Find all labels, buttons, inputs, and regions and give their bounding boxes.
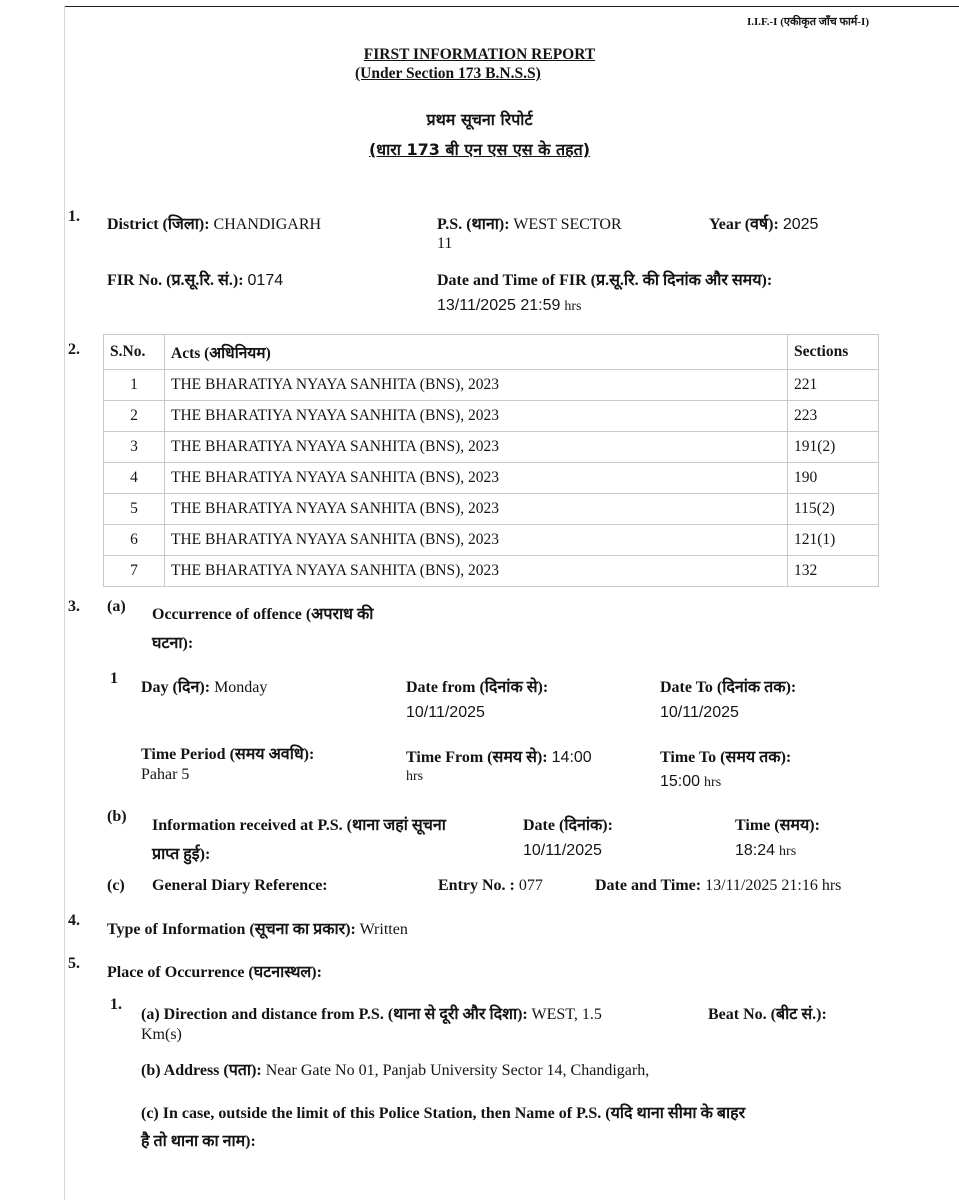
gd-datetime-value: 13/11/2025 21:16 hrs [705, 877, 842, 894]
form-id: I.I.F.-I (एकीकृत जाँच फार्म-I) [747, 16, 869, 28]
district-field [107, 212, 321, 234]
direction-value: WEST, 1.5 [531, 1006, 602, 1023]
time-from-field [406, 745, 592, 767]
info-time-value [735, 842, 796, 860]
subtitle-en: (Under Section 173 B.N.S.S) [355, 65, 541, 82]
gd-datetime-label: Date and Time: [595, 877, 702, 894]
date-from-label: Date from (दिनांक से): [406, 679, 549, 696]
section-5-number: 5. [68, 955, 80, 972]
title-hi: प्रथम सूचना रिपोर्ट [426, 110, 533, 129]
row-act: THE BHARATIYA NYAYA SANHITA (BNS), 2023 [165, 401, 788, 432]
time-period-value: Pahar 5 [141, 766, 190, 783]
row-act: THE BHARATIYA NYAYA SANHITA (BNS), 2023 [165, 525, 788, 556]
place-label: Place of Occurrence (घटनास्थल): [107, 964, 322, 981]
date-from-value: 10/11/2025 [406, 704, 485, 721]
fir-label: FIR No. (प्र.सू.रि. सं.): [107, 272, 244, 289]
gd-reference-label: General Diary Reference: [152, 877, 328, 894]
time-to-unit: hrs [704, 775, 722, 790]
row-sno: 3 [104, 432, 165, 463]
entry-label: Entry No. : [438, 877, 515, 894]
row-section: 121(1) [788, 525, 879, 556]
info-received-label-line2: प्राप्त हुई): [152, 846, 211, 863]
table-row [104, 494, 879, 525]
beat-label: Beat No. (बीट सं.): [708, 1006, 827, 1023]
fir-datetime-label: Date and Time of FIR (प्र.सू.रि. की दिनांक और समय): [437, 272, 773, 289]
outside-limit-label-line2: है तो थाना का नाम): [141, 1133, 256, 1150]
ps-label: P.S. (थाना): [437, 216, 510, 233]
row-sno: 1 [104, 370, 165, 401]
info-type-label: Type of Information (सूचना का प्रकार): [107, 921, 356, 938]
district-value: CHANDIGARH [213, 216, 322, 233]
time-to-time: 15:00 [660, 773, 701, 790]
row-section: 221 [788, 370, 879, 401]
date-to-label: Date To (दिनांक तक): [660, 679, 797, 696]
fir-field [107, 268, 283, 290]
row-section: 190 [788, 463, 879, 494]
header-sections: Sections [788, 335, 879, 370]
top-border [64, 6, 959, 7]
entry-field [438, 877, 543, 895]
time-from-unit: hrs [406, 769, 424, 784]
info-time: 18:24 [735, 842, 776, 859]
address-field [141, 1058, 649, 1080]
fir-value: 0174 [247, 272, 284, 289]
info-received-label: Information received at P.S. (थाना जहां सूचना [152, 817, 446, 834]
section-3c-marker: (c) [107, 877, 125, 894]
fir-datetime-value [437, 297, 582, 315]
time-from-label: Time From (समय से): [406, 749, 548, 766]
row-sno: 4 [104, 463, 165, 494]
occurrence-label-line2: घटना): [152, 635, 194, 652]
time-to-label: Time To (समय तक): [660, 749, 792, 766]
occurrence-item-number: 1 [110, 670, 118, 687]
time-to-value [660, 773, 721, 791]
row-act: THE BHARATIYA NYAYA SANHITA (BNS), 2023 [165, 432, 788, 463]
address-label: (b) Address (पता): [141, 1062, 262, 1079]
row-section: 132 [788, 556, 879, 587]
fir-datetime-unit: hrs [564, 299, 582, 314]
subtitle-hi: (धारा 173 बी एन एस एस के तहत) [368, 140, 591, 159]
address-value: Near Gate No 01, Panjab University Sector 14, Chandigarh, [265, 1062, 650, 1079]
direction-unit: Km(s) [141, 1026, 182, 1043]
day-value: Monday [214, 679, 268, 696]
row-section: 223 [788, 401, 879, 432]
row-sno: 5 [104, 494, 165, 525]
time-from-value: 14:00 [551, 749, 592, 766]
day-label: Day (दिन): [141, 679, 211, 696]
info-time-unit: hrs [779, 844, 797, 859]
year-label: Year (वर्ष): [709, 216, 779, 233]
table-row [104, 463, 879, 494]
table-row [104, 556, 879, 587]
table-row [104, 401, 879, 432]
ps-value-line2: 11 [437, 235, 453, 252]
table-row [104, 370, 879, 401]
info-date-value: 10/11/2025 [523, 842, 602, 859]
year-value: 2025 [782, 216, 819, 233]
section-4-number: 4. [68, 912, 80, 929]
header-sno: S.No. [104, 335, 165, 370]
year-field [709, 212, 818, 234]
row-sno: 7 [104, 556, 165, 587]
row-section: 191(2) [788, 432, 879, 463]
direction-field [141, 1002, 602, 1024]
row-act: THE BHARATIYA NYAYA SANHITA (BNS), 2023 [165, 556, 788, 587]
acts-table [103, 334, 879, 587]
place-item-number: 1. [110, 996, 122, 1013]
fir-datetime-date: 13/11/2025 21:59 [437, 297, 561, 314]
district-label: District (जिला): [107, 216, 210, 233]
info-time-label: Time (समय): [735, 817, 820, 834]
direction-label: (a) Direction and distance from P.S. (थाना से दूरी और दिशा): [141, 1006, 528, 1023]
occurrence-label: Occurrence of offence (अपराध की [152, 606, 374, 623]
acts-table-header [104, 335, 879, 370]
table-row [104, 432, 879, 463]
row-act: THE BHARATIYA NYAYA SANHITA (BNS), 2023 [165, 494, 788, 525]
section-1-number: 1. [68, 208, 80, 225]
date-to-value: 10/11/2025 [660, 704, 739, 721]
info-date-label: Date (दिनांक): [523, 817, 613, 834]
section-3a-marker: (a) [107, 598, 126, 615]
left-border [64, 6, 65, 1200]
section-3-number: 3. [68, 598, 80, 615]
outside-limit-label: (c) In case, outside the limit of this Police Station, then Name of P.S. (यदि थाना सीमा के बाहर [141, 1105, 746, 1122]
table-row [104, 525, 879, 556]
entry-value: 077 [518, 877, 543, 894]
time-period-label: Time Period (समय अवधि): [141, 746, 315, 763]
row-sno: 6 [104, 525, 165, 556]
day-field [141, 675, 267, 697]
row-sno: 2 [104, 401, 165, 432]
info-type-value: Written [359, 921, 408, 938]
row-act: THE BHARATIYA NYAYA SANHITA (BNS), 2023 [165, 370, 788, 401]
row-act: THE BHARATIYA NYAYA SANHITA (BNS), 2023 [165, 463, 788, 494]
header-acts: Acts (अधिनियम) [165, 335, 788, 370]
info-type-field [107, 917, 408, 939]
ps-field [437, 212, 622, 234]
row-section: 115(2) [788, 494, 879, 525]
section-3b-marker: (b) [107, 808, 127, 825]
gd-datetime-field [595, 877, 841, 895]
ps-value: WEST SECTOR [513, 216, 622, 233]
title-en: FIRST INFORMATION REPORT [363, 46, 596, 63]
section-2-number: 2. [68, 341, 80, 358]
